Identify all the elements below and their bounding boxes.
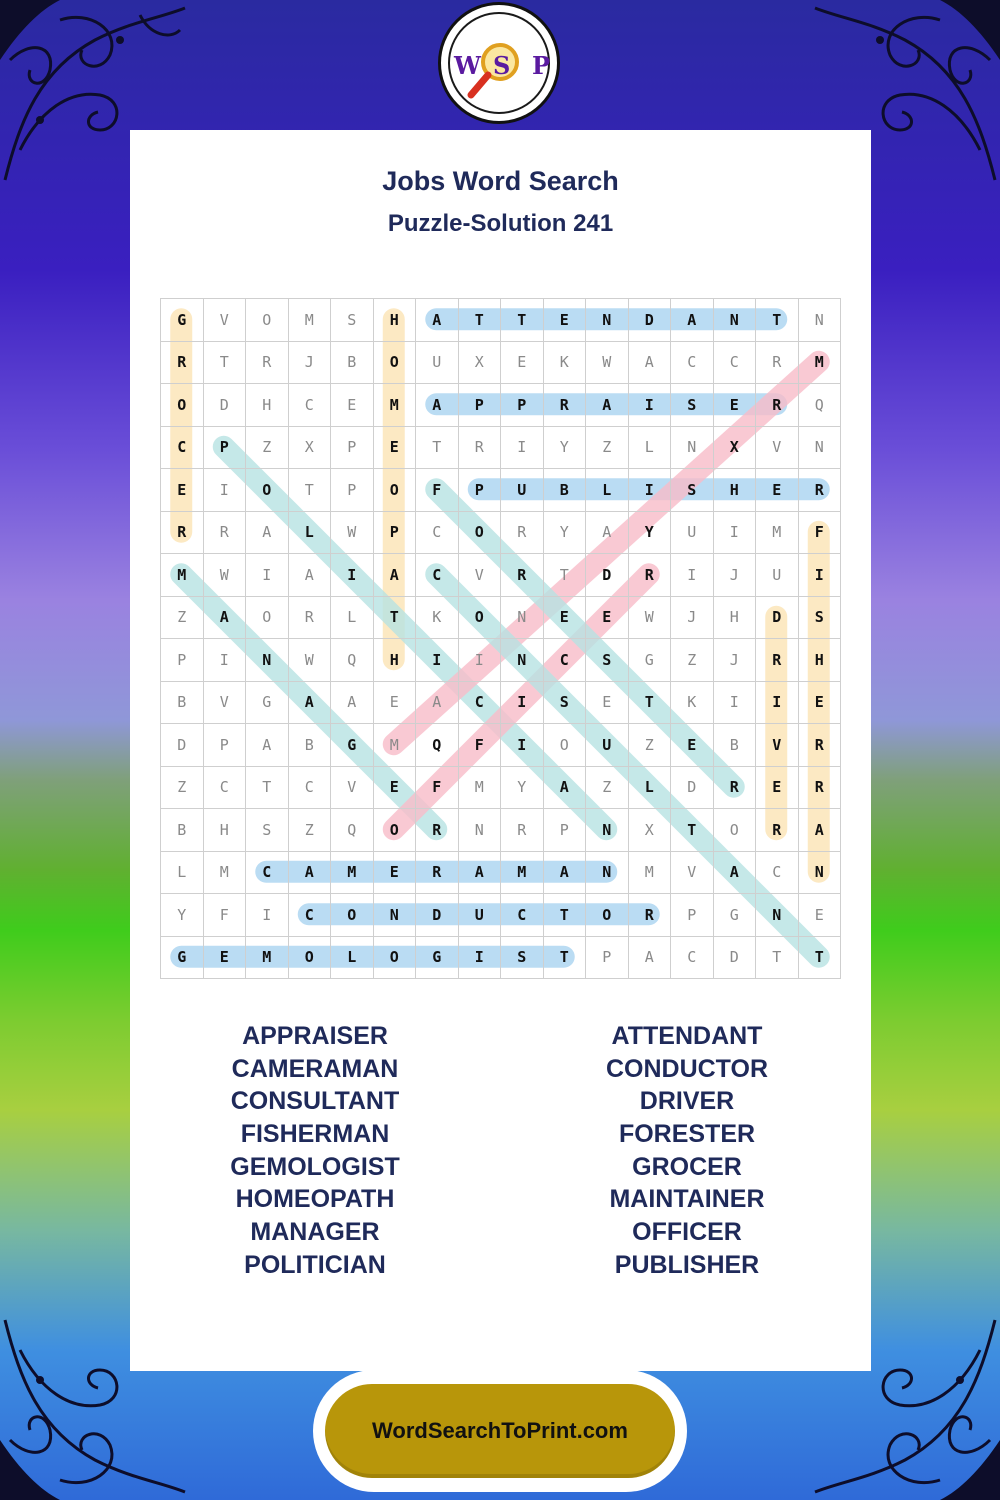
grid-cell: N xyxy=(799,299,842,342)
grid-cell: L xyxy=(331,937,374,980)
grid-cell: O xyxy=(374,809,417,852)
grid-cell: T xyxy=(671,809,714,852)
grid-cell: J xyxy=(289,342,332,385)
grid-cell: C xyxy=(289,894,332,937)
grid-cell: V xyxy=(204,682,247,725)
grid-cell: V xyxy=(756,427,799,470)
grid-cell: S xyxy=(799,597,842,640)
grid-cell: O xyxy=(544,724,587,767)
grid-cell: I xyxy=(799,554,842,597)
grid-cell: N xyxy=(374,894,417,937)
grid-cell: S xyxy=(671,469,714,512)
grid-cell: I xyxy=(714,512,757,555)
grid-cell: D xyxy=(204,384,247,427)
grid-cell: I xyxy=(416,639,459,682)
grid-cell: M xyxy=(204,852,247,895)
grid-cell: E xyxy=(544,299,587,342)
grid-cell: I xyxy=(501,682,544,725)
grid-cell: E xyxy=(331,384,374,427)
grid-cell: O xyxy=(289,937,332,980)
grid-cell: T xyxy=(756,937,799,980)
grid-cell: Y xyxy=(544,427,587,470)
grid-cell: E xyxy=(799,894,842,937)
grid-cell: T xyxy=(756,299,799,342)
word-list-right xyxy=(502,1020,872,1282)
grid-cell: R xyxy=(799,724,842,767)
grid-cell: N xyxy=(799,852,842,895)
grid-cell: L xyxy=(629,427,672,470)
grid-cell: M xyxy=(799,342,842,385)
footer-badge xyxy=(313,1370,687,1492)
grid-cell: Q xyxy=(799,384,842,427)
grid-cell: R xyxy=(161,512,204,555)
grid-cell: G xyxy=(714,894,757,937)
grid-cell: X xyxy=(714,427,757,470)
grid-cell: H xyxy=(204,809,247,852)
grid-cell: A xyxy=(544,852,587,895)
grid-cell: L xyxy=(331,597,374,640)
grid-cell: M xyxy=(459,767,502,810)
grid-cell: C xyxy=(204,767,247,810)
grid-cell: B xyxy=(161,809,204,852)
grid-cell: D xyxy=(629,299,672,342)
grid-cell: A xyxy=(374,554,417,597)
grid-cell: B xyxy=(714,724,757,767)
grid-cell: R xyxy=(246,342,289,385)
grid-cell: C xyxy=(289,384,332,427)
grid-cell: P xyxy=(331,427,374,470)
grid-cell: I xyxy=(671,554,714,597)
grid-cell: X xyxy=(459,342,502,385)
grid-cell: G xyxy=(161,299,204,342)
grid-cell: N xyxy=(246,639,289,682)
grid-cell: Z xyxy=(161,597,204,640)
logo-letter-s: S xyxy=(493,51,511,80)
grid-cell: P xyxy=(544,809,587,852)
grid-cell: E xyxy=(756,767,799,810)
grid-cell: I xyxy=(501,427,544,470)
grid-cell: N xyxy=(714,299,757,342)
grid-cell: I xyxy=(204,469,247,512)
word-list-item: CONSULTANT xyxy=(230,1087,400,1116)
grid-cell: F xyxy=(204,894,247,937)
grid-cell: E xyxy=(374,427,417,470)
grid-cell: E xyxy=(756,469,799,512)
grid-cell: E xyxy=(671,724,714,767)
grid-cell: V xyxy=(331,767,374,810)
grid-cell: M xyxy=(289,299,332,342)
grid-cell: I xyxy=(459,639,502,682)
grid-cell: P xyxy=(204,427,247,470)
grid-cell: R xyxy=(501,809,544,852)
grid-cell: I xyxy=(331,554,374,597)
grid-cell: P xyxy=(459,384,502,427)
grid-cell: D xyxy=(671,767,714,810)
grid-cell: D xyxy=(756,597,799,640)
grid-cell: T xyxy=(204,342,247,385)
grid-cell: M xyxy=(246,937,289,980)
grid-cell: Q xyxy=(331,639,374,682)
grid-cell: N xyxy=(799,427,842,470)
grid-cell: C xyxy=(544,639,587,682)
grid-cell: S xyxy=(671,384,714,427)
grid-cell: G xyxy=(161,937,204,980)
grid-cell: A xyxy=(586,384,629,427)
grid-cell: N xyxy=(586,852,629,895)
grid-cell: E xyxy=(374,682,417,725)
grid-cell: U xyxy=(756,554,799,597)
word-list-item: MANAGER xyxy=(250,1218,380,1247)
site-logo[interactable] xyxy=(438,2,560,124)
grid-cell: S xyxy=(246,809,289,852)
grid-cell: U xyxy=(501,469,544,512)
grid-cell: I xyxy=(204,639,247,682)
grid-cell: V xyxy=(671,852,714,895)
word-list-item: FISHERMAN xyxy=(240,1120,390,1149)
grid-cell: A xyxy=(629,937,672,980)
grid-cell: N xyxy=(756,894,799,937)
grid-cell: C xyxy=(459,682,502,725)
grid-cell: I xyxy=(246,894,289,937)
grid-cell: C xyxy=(416,554,459,597)
grid-cell: V xyxy=(459,554,502,597)
grid-cell: E xyxy=(374,767,417,810)
grid-cell: A xyxy=(289,852,332,895)
grid-cell: T xyxy=(799,937,842,980)
grid-cell: R xyxy=(204,512,247,555)
grid-cell: A xyxy=(544,767,587,810)
grid-cell: F xyxy=(416,469,459,512)
grid-cell: Z xyxy=(289,809,332,852)
grid-cell: P xyxy=(374,512,417,555)
grid-cell: U xyxy=(416,342,459,385)
word-list-item: GROCER xyxy=(632,1152,742,1181)
grid-cell: C xyxy=(671,937,714,980)
word-list-item: ATTENDANT xyxy=(611,1022,763,1050)
grid-cell: A xyxy=(671,299,714,342)
grid-cell: C xyxy=(714,342,757,385)
grid-cell: C xyxy=(501,894,544,937)
grid-cell: I xyxy=(459,937,502,980)
grid-cell: T xyxy=(629,682,672,725)
grid-cell: A xyxy=(799,809,842,852)
grid-cell: O xyxy=(374,937,417,980)
grid-cell: O xyxy=(374,342,417,385)
grid-cell: X xyxy=(629,809,672,852)
grid-cell: F xyxy=(799,512,842,555)
grid-cell: E xyxy=(501,342,544,385)
grid-cell: W xyxy=(204,554,247,597)
grid-cell: U xyxy=(671,512,714,555)
grid-cell: P xyxy=(204,724,247,767)
grid-cell: C xyxy=(246,852,289,895)
grid-cell: E xyxy=(204,937,247,980)
grid-cell: W xyxy=(289,639,332,682)
grid-cell: P xyxy=(331,469,374,512)
grid-cell: S xyxy=(586,639,629,682)
grid-cell: Z xyxy=(586,767,629,810)
grid-cell: R xyxy=(799,767,842,810)
grid-cell: P xyxy=(501,384,544,427)
grid-cell: U xyxy=(459,894,502,937)
grid-cell: L xyxy=(586,469,629,512)
grid-cell: S xyxy=(331,299,374,342)
grid-cell: R xyxy=(161,342,204,385)
grid-cell: A xyxy=(714,852,757,895)
grid-cell: A xyxy=(331,682,374,725)
grid-cell: T xyxy=(544,937,587,980)
grid-cell: R xyxy=(459,427,502,470)
grid-cell: O xyxy=(246,469,289,512)
grid-cell: O xyxy=(374,469,417,512)
grid-cell: R xyxy=(289,597,332,640)
grid-cell: R xyxy=(501,512,544,555)
grid-cell: N xyxy=(671,427,714,470)
grid-cell: E xyxy=(714,384,757,427)
grid-cell: T xyxy=(501,299,544,342)
grid-cell: Q xyxy=(416,724,459,767)
logo-letter-w: W xyxy=(454,51,481,80)
grid-cell: A xyxy=(204,597,247,640)
grid-cell: E xyxy=(799,682,842,725)
grid-cell: P xyxy=(586,937,629,980)
grid-cell: J xyxy=(714,554,757,597)
grid-cell: Z xyxy=(586,427,629,470)
word-list-item: DRIVER xyxy=(639,1087,735,1116)
grid-cell: A xyxy=(416,299,459,342)
grid-cell: H xyxy=(714,597,757,640)
grid-cell: O xyxy=(459,597,502,640)
grid-cell: H xyxy=(374,639,417,682)
grid-cell: H xyxy=(374,299,417,342)
grid-cell: T xyxy=(246,767,289,810)
grid-cell: A xyxy=(629,342,672,385)
grid-cell: K xyxy=(671,682,714,725)
word-list-item: FORESTER xyxy=(618,1120,756,1149)
grid-cell: I xyxy=(629,384,672,427)
grid-cell: R xyxy=(756,384,799,427)
grid-cell: T xyxy=(544,894,587,937)
grid-cell: G xyxy=(331,724,374,767)
grid-cell: C xyxy=(289,767,332,810)
grid-cell: H xyxy=(246,384,289,427)
grid-cell: L xyxy=(161,852,204,895)
grid-cell: E xyxy=(586,597,629,640)
grid-cell: P xyxy=(671,894,714,937)
grid-cell: F xyxy=(459,724,502,767)
word-list-item: CAMERAMAN xyxy=(231,1054,399,1083)
grid-cell: R xyxy=(416,852,459,895)
page-subtitle: Puzzle-Solution 241 xyxy=(387,210,614,237)
grid-cell: M xyxy=(374,724,417,767)
word-list-left xyxy=(130,1020,500,1282)
grid-cell: M xyxy=(161,554,204,597)
grid-cell: I xyxy=(501,724,544,767)
grid-cell: O xyxy=(714,809,757,852)
grid-cell: B xyxy=(331,342,374,385)
word-grid-container xyxy=(160,298,840,978)
grid-cell: C xyxy=(416,512,459,555)
grid-cell: H xyxy=(714,469,757,512)
grid-cell: I xyxy=(714,682,757,725)
grid-cell: P xyxy=(459,469,502,512)
grid-cell: M xyxy=(374,384,417,427)
grid-cell: I xyxy=(629,469,672,512)
grid-cell: M xyxy=(756,512,799,555)
letter-grid xyxy=(160,298,841,979)
grid-cell: D xyxy=(586,554,629,597)
grid-cell: R xyxy=(416,809,459,852)
grid-cell: E xyxy=(586,682,629,725)
grid-cell: R xyxy=(629,894,672,937)
grid-cell: T xyxy=(374,597,417,640)
puzzle-card xyxy=(130,130,871,1371)
word-list-item: HOMEOPATH xyxy=(235,1185,395,1214)
grid-cell: N xyxy=(459,809,502,852)
grid-cell: R xyxy=(756,342,799,385)
grid-cell: I xyxy=(246,554,289,597)
word-list-item: GEMOLOGIST xyxy=(230,1152,400,1181)
grid-cell: G xyxy=(629,639,672,682)
grid-cell: Q xyxy=(331,809,374,852)
grid-cell: W xyxy=(331,512,374,555)
grid-cell: A xyxy=(246,512,289,555)
grid-cell: O xyxy=(246,597,289,640)
grid-cell: Z xyxy=(161,767,204,810)
grid-cell: A xyxy=(289,554,332,597)
word-list-item: APPRAISER xyxy=(242,1022,388,1050)
grid-cell: R xyxy=(799,469,842,512)
grid-cell: C xyxy=(756,852,799,895)
grid-cell: D xyxy=(161,724,204,767)
grid-cell: A xyxy=(416,682,459,725)
grid-cell: F xyxy=(416,767,459,810)
grid-cell: B xyxy=(289,724,332,767)
grid-cell: M xyxy=(629,852,672,895)
grid-cell: T xyxy=(416,427,459,470)
grid-cell: G xyxy=(246,682,289,725)
grid-cell: C xyxy=(671,342,714,385)
grid-cell: Z xyxy=(246,427,289,470)
grid-cell: Y xyxy=(544,512,587,555)
grid-cell: A xyxy=(586,512,629,555)
grid-cell: C xyxy=(161,427,204,470)
grid-cell: R xyxy=(629,554,672,597)
grid-cell: S xyxy=(501,937,544,980)
grid-cell: I xyxy=(756,682,799,725)
grid-cell: Y xyxy=(501,767,544,810)
grid-cell: E xyxy=(374,852,417,895)
grid-cell: M xyxy=(501,852,544,895)
grid-cell: B xyxy=(544,469,587,512)
grid-cell: R xyxy=(544,384,587,427)
grid-cell: X xyxy=(289,427,332,470)
grid-cell: K xyxy=(416,597,459,640)
grid-cell: A xyxy=(289,682,332,725)
grid-cell: R xyxy=(714,767,757,810)
grid-cell: E xyxy=(161,469,204,512)
grid-cell: J xyxy=(671,597,714,640)
grid-cell: Z xyxy=(629,724,672,767)
grid-cell: O xyxy=(586,894,629,937)
grid-cell: T xyxy=(459,299,502,342)
grid-cell: N xyxy=(586,809,629,852)
site-link[interactable]: WordSearchToPrint.com xyxy=(325,1384,675,1478)
grid-cell: A xyxy=(246,724,289,767)
grid-cell: W xyxy=(629,597,672,640)
grid-cell: B xyxy=(161,682,204,725)
grid-cell: L xyxy=(289,512,332,555)
grid-cell: L xyxy=(629,767,672,810)
grid-cell: N xyxy=(586,299,629,342)
logo-letter-p: P xyxy=(532,51,551,80)
grid-cell: O xyxy=(331,894,374,937)
grid-cell: E xyxy=(544,597,587,640)
grid-cell: A xyxy=(459,852,502,895)
grid-cell: O xyxy=(161,384,204,427)
grid-cell: P xyxy=(161,639,204,682)
word-list-item: CONDUCTOR xyxy=(605,1054,769,1083)
grid-cell: W xyxy=(586,342,629,385)
grid-cell: Y xyxy=(161,894,204,937)
grid-cell: V xyxy=(756,724,799,767)
grid-cell: O xyxy=(246,299,289,342)
grid-cell: Y xyxy=(629,512,672,555)
grid-cell: K xyxy=(544,342,587,385)
grid-cell: O xyxy=(459,512,502,555)
word-list-item: PUBLISHER xyxy=(614,1250,760,1279)
word-list-item: POLITICIAN xyxy=(244,1250,386,1279)
page-title: Jobs Word Search xyxy=(382,166,619,196)
grid-cell: R xyxy=(756,809,799,852)
word-list-item: MAINTAINER xyxy=(609,1185,765,1214)
grid-cell: N xyxy=(501,597,544,640)
grid-cell: T xyxy=(289,469,332,512)
grid-cell: T xyxy=(544,554,587,597)
grid-cell: R xyxy=(501,554,544,597)
word-list-item: OFFICER xyxy=(632,1218,742,1247)
grid-cell: J xyxy=(714,639,757,682)
grid-cell: D xyxy=(416,894,459,937)
grid-cell: R xyxy=(756,639,799,682)
grid-cell: A xyxy=(416,384,459,427)
grid-cell: S xyxy=(544,682,587,725)
grid-cell: N xyxy=(501,639,544,682)
grid-cell: Z xyxy=(671,639,714,682)
grid-cell: M xyxy=(331,852,374,895)
grid-cell: U xyxy=(586,724,629,767)
grid-cell: D xyxy=(714,937,757,980)
grid-cell: G xyxy=(416,937,459,980)
grid-cell: V xyxy=(204,299,247,342)
grid-cell: H xyxy=(799,639,842,682)
